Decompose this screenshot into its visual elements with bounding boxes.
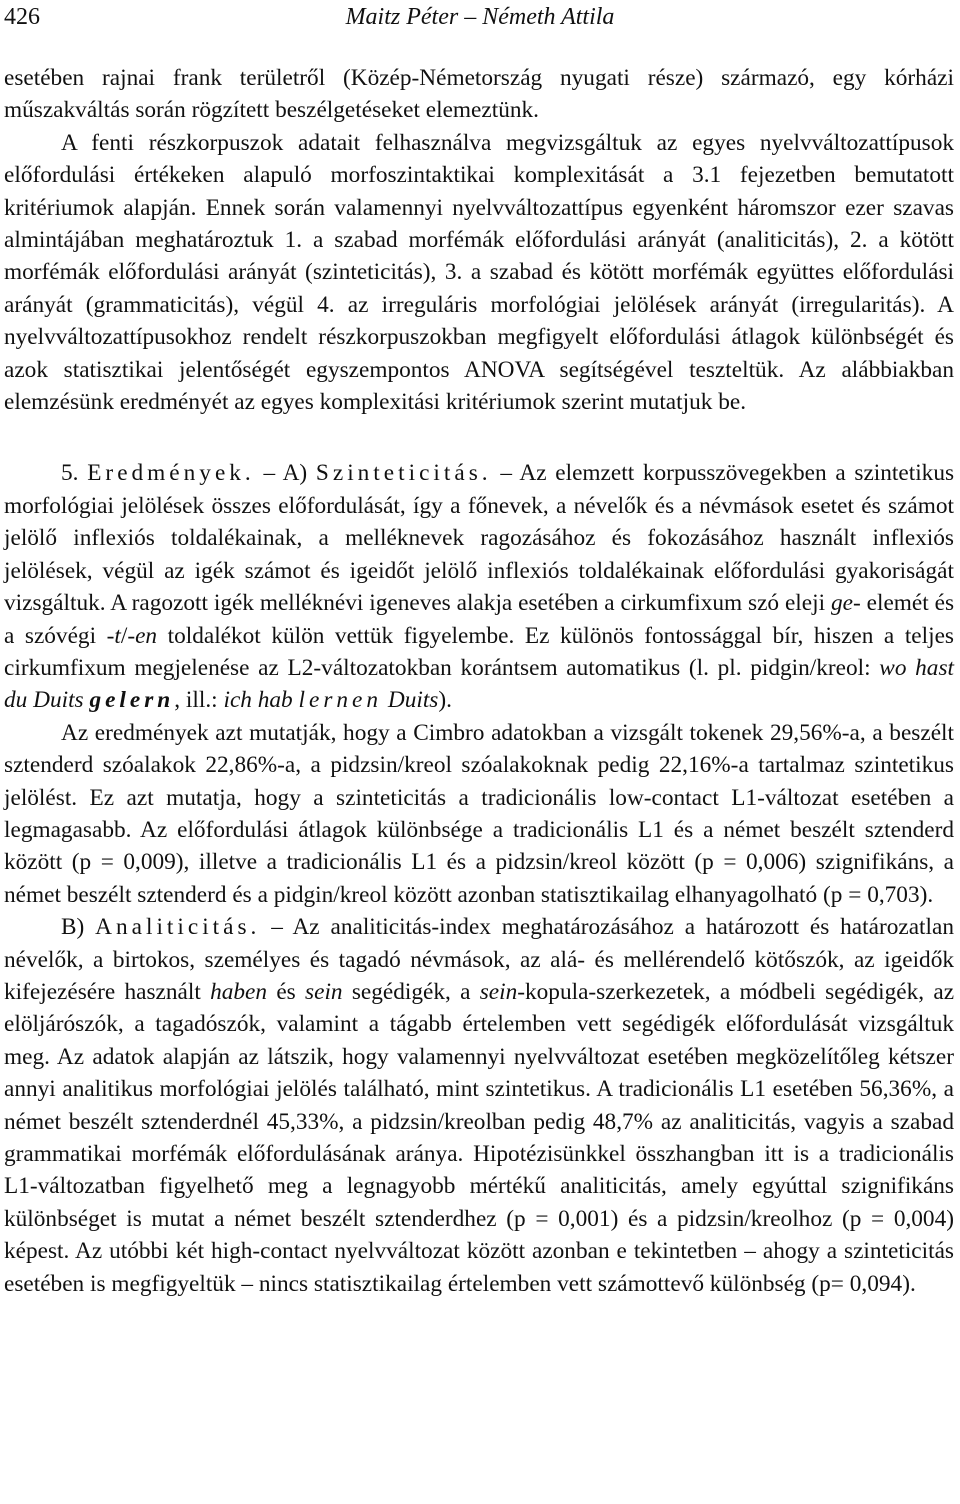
text-run: Az elemzett korpusszövegekben a szintetikus morfológiai jelölések összes előfordulását, így a főnevek, a névelők és a névmások esetet és számot jelölő inflexiós toldalékainak, a melléknevek ragozásához és fokozásához használt inflexiós jelölések, végül az igék számot és igeidőt jelölő inflexiós toldalékainak előfordulási gyakoriságát vizsgáltuk. A ragozott igék melléknévi igeneves alakja esetében a cirkumfixum szó eleji bbox=[4, 460, 955, 617]
text-run: Az analiticitás-index meghatározásához a határozott és határozatlan névelők, a birtokos, személyes és tagadó névmások, az alá- és mellérendelő kötőszók, az igeidők kifejezésére használt bbox=[4, 914, 954, 1005]
example-spaced: lernen bbox=[298, 687, 383, 714]
section-number: 5. bbox=[61, 460, 79, 487]
example-italic: wo hast du Duits bbox=[4, 654, 954, 714]
text-run: , ill.: bbox=[174, 687, 218, 714]
text-run: segédigék, a bbox=[351, 978, 471, 1005]
italic-term: sein bbox=[305, 978, 343, 1005]
heading-dash: – bbox=[263, 460, 276, 487]
text-run: -kopula-szerkezetek, a módbeli segédigék, az elöljárószók, a tagadószók, valamint a tágabb értelemben vett segédigék előfordulását vizsgáltuk meg. Az adatok alapján az látszik, hogy valamennyi nyelvváltozat esetében megközelítőleg kétszer annyi analitikus morfológiai jelölés található, mint szintetikus. A tradicionális L1 esetében 56,36%, a német beszélt sztenderdnél 45,33%, a pidzsin/kreolban pedig 48,7% az analiticitás, vagyis a szabad grammatikai morfémák előfordulásának aránya. Hipotézisünkkel összhangban itt is a tradicionális L1-változatban figyelhető meg a legnagyobb mértékű analiticitás, amely egyúttal szignifikáns különbséget is mutat a német beszélt sztenderdhez (p = 0,001) és a pidzsin/kreolhoz (p = 0,004) képest. Az utóbbi két high-contact nyelvváltozat között azonban e tekintetben – ahogy a szinteticitás esetében is megfigyeltük – nincs statisztikailag értelemben vett számottevő különbség (p= 0,094). bbox=[4, 978, 955, 1297]
example-spaced: gelern bbox=[89, 687, 175, 714]
page-header bbox=[4, 2, 956, 32]
paragraph-2: A fenti részkorpuszok adatait felhasználva megvizsgáltuk az egyes nyelvváltozattípusok előfordulási értékeken alapuló morfoszintaktikai komplexitását a 3.1 fejezetben bemutatott kritériumok alapján. Ennek során valamennyi nyelvváltozattípus egyenként háromszor ezer szavas almintájában meghatároztuk 1. a szabad morfémák előfordulási arányát (analiticitás), 2. a kötött morfémák előfordulási arányát (szinteticitás), 3. a szabad és kötött morfémák együttes előfordulási arányát (grammaticitás), végül 4. az irreguláris morfológiai jelölések arányát (irregularitás). A nyelvváltozattípusokhoz rendelt részkorpuszokban megfigyelt előfordulási átlagok különbségét és azok statisztikai jelentőségét egyszempontos ANOVA segítségével teszteltük. Az alábbiakban elemzésünk eredményét az egyes komplexitási kritériumok szerint mutatjuk be. bbox=[4, 129, 954, 416]
running-head: Maitz Péter – Németh Attila bbox=[345, 4, 615, 30]
heading-dash-2: – bbox=[500, 460, 512, 487]
paragraph-1: esetében rajnai frank területről (Közép-Németország nyugati része) származó, egy kórházi műszakváltás során rögzített beszélgetéseket elemeztünk. bbox=[4, 65, 954, 124]
subsection-heading: Szinteticitás. bbox=[315, 460, 492, 487]
slash: / bbox=[120, 622, 128, 649]
paragraph-results: Az eredmények azt mutatják, hogy a Cimbro adatokban a vizsgált tokenek 29,56%-a, a beszélt sztenderd szóalakok 22,86%-a, a pidzsin/kreol szóalakoknak pedig 22,16%-a tartalmaz szintetikus jelölést. Ez azt mutatja, hogy a szinteticitás a tradicionális low-contact L1-változat esetében a legmagasabb. Az előfordulási átlagok különbsége a tradicionális L1 és a német beszélt sztenderd között (p = 0,009), illetve a tradicionális L1 és a pidzsin/kreol között (p = 0,006) szignifikáns, a német beszélt sztenderd és a pidgin/kreol között azonban statisztikailag elhanyagolható (p = 0,703). bbox=[4, 719, 954, 908]
example-italic: Duits bbox=[387, 687, 439, 714]
example-italic: ich hab bbox=[223, 687, 293, 714]
subsection-letter: B) bbox=[61, 914, 85, 941]
text-run: toldalékot külön vettük figyelembe. Ez különös fontossággal bír, hiszen a teljes cirkumfixum megjelenése az L2-változatokban korántsem automatikus (l. pl. pidgin/kreol: bbox=[4, 622, 954, 681]
page-number: 426 bbox=[4, 4, 40, 30]
text-run: elemét és a szóvégi bbox=[4, 590, 955, 649]
subsection-heading: Analiticitás. bbox=[95, 914, 261, 941]
analiticitas-paragraph bbox=[4, 911, 954, 1300]
italic-term: sein bbox=[479, 978, 518, 1005]
body-text bbox=[4, 62, 954, 1300]
italic-term: haben bbox=[210, 978, 268, 1005]
text-run: ). bbox=[438, 687, 452, 714]
subsection-letter: A) bbox=[282, 460, 308, 487]
italic-term: ge- bbox=[830, 590, 861, 617]
italic-term: -en bbox=[127, 622, 158, 649]
italic-term: -t bbox=[106, 622, 121, 649]
text-run: és bbox=[276, 978, 296, 1005]
heading-dash: – bbox=[271, 914, 283, 941]
section-heading: Eredmények. bbox=[87, 460, 255, 487]
section-5-paragraph bbox=[4, 457, 954, 716]
